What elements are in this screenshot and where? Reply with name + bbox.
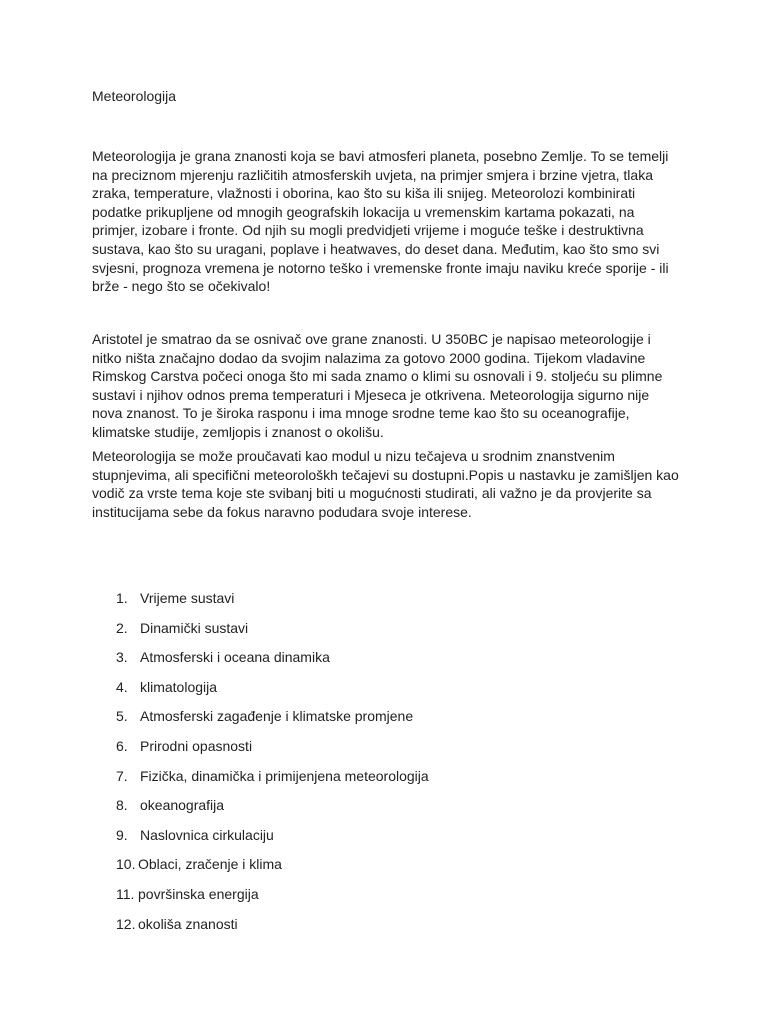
list-item-text: Dinamički sustavi [140,619,249,636]
list-item-text: okoliša znanosti [138,915,238,932]
list-item-text: okeanografija [140,797,225,814]
list-item [0,648,768,678]
list-item [0,855,768,885]
paragraph-intro: Meteorologija je grana znanosti koja se bavi atmosferi planeta, posebno Zemlje. To se temelji na preciznom mjerenju različitih atmosferskih uvjeta, na primjer smjera i brzine vjetra, tlaka zraka, temperature, vlažnosti i oborina, kao što su kiša ili snijeg. Meteorolozi kombinirati podatke prikupljene od mnogih geografskih lokacija u vremenskim kartama pokazati, na primjer, izobare i fronte. Od njih su mogli predvidjeti vrijeme i moguće teške i destruktivna sustava, kao što su uragani, poplave i heatwaves, do deset dana. Međutim, kao što smo svi svjesni, prognoza vremena je notorno teško i vremenske fronte imaju naviku kreće sporije - ili brže - nego što se očekivalo! [92,148,669,295]
list-item-text: površinska energija [138,885,259,902]
document-title: Meteorologija [92,88,177,104]
list-number: 5. [116,708,128,725]
list-item [0,619,768,649]
list-number: 11. [116,885,135,902]
list-item [0,707,768,737]
paragraph-history: Aristotel je smatrao da se osnivač ove grane znanosti. U 350BC je napisao meteorologije i nitko ništa značajno dodao da svojim nalazima za gotovo 2000 godina. Tijekom vladavine Rimskog Carstva počeci onoga što mi sada znamo o klimi su osnovali i 9. stoljeću su plimne sustavi i njihov odnos prema temperaturi i Mjeseca je otkrivena. Meteorologija sigurno nije nova znanost. To je široka rasponu i ima mnoge srodne teme kao što su oceanografije, klimatske studije, zemljopis i znanost o okolišu. [92,331,663,440]
list-item-text: Prirodni opasnosti [140,737,253,754]
list-number: 6. [116,737,128,754]
list-item [0,678,768,708]
list-item-text: Naslovnica cirkulaciju [140,826,274,843]
list-item [0,885,768,915]
list-number: 8. [116,797,128,814]
list-item [0,796,768,826]
list-number: 9. [116,826,128,843]
paragraph-study: Meteorologija se može proučavati kao modul u nizu tečajeva u srodnim znanstvenim stupnjevima, ali specifični meteorološkh tečajevi su dostupni.Popis u nastavku je zamišljen kao vodič za vrste tema koje ste svibanj biti u mogućnosti studirati, ali važno je da provjerite sa institucijama sebe da fokus naravno podudara svoje interese. [92,448,679,520]
topic-list [0,589,768,944]
list-item-text: klimatologija [140,678,218,695]
list-number: 7. [116,767,128,784]
list-item-text: Oblaci, zračenje i klima [138,856,282,873]
list-number: 3. [116,649,128,666]
list-item [0,589,768,619]
list-item [0,737,768,767]
list-item-text: Vrijeme sustavi [140,590,235,606]
list-number: 2. [116,619,128,636]
list-item [0,767,768,797]
list-item [0,915,768,945]
list-item-text: Atmosferski zagađenje i klimatske promjene [140,708,414,725]
list-item-text: Fizička, dinamička i primijenjena meteorologija [140,767,429,784]
list-number: 4. [116,678,128,695]
list-number: 10. [116,856,136,873]
list-item [0,826,768,856]
list-number: 1. [116,590,128,606]
list-number: 12. [116,915,136,932]
list-item-text: Atmosferski i oceana dinamika [140,649,330,666]
